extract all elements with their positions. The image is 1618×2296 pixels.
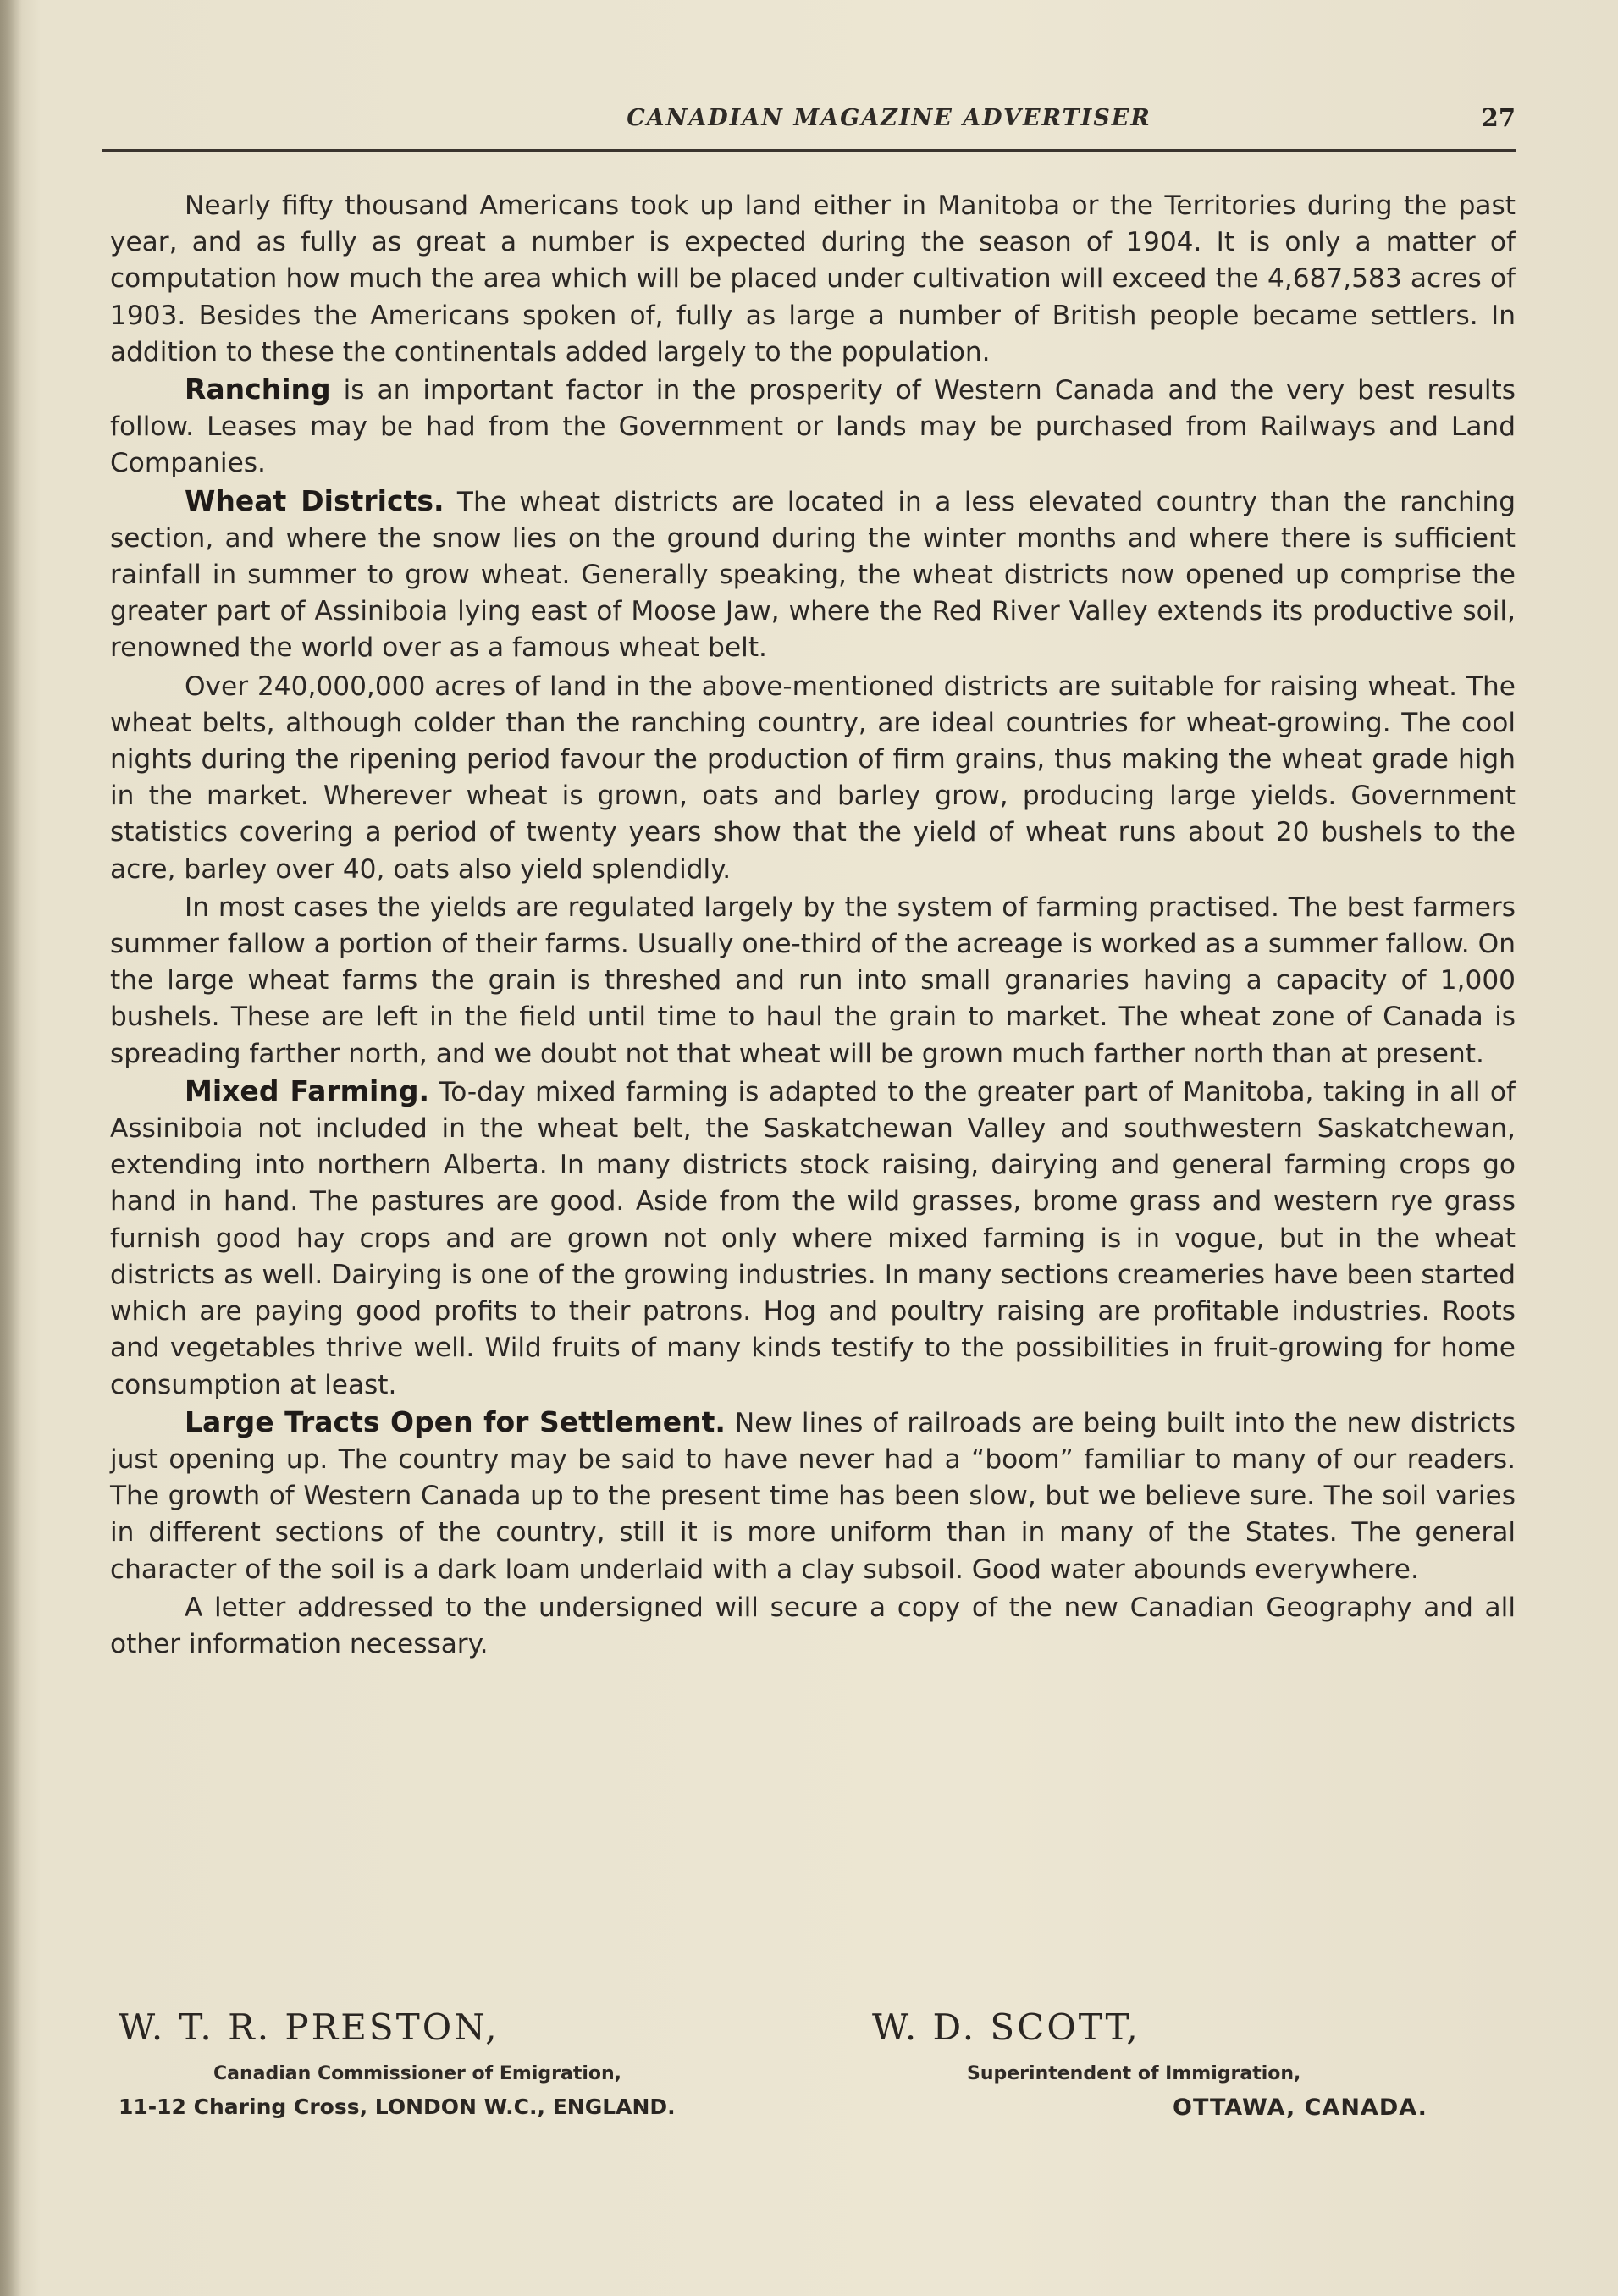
paragraph-lead: Mixed Farming. — [185, 1073, 430, 1107]
page-header — [102, 91, 1516, 159]
signatory-title: Superintendent of Immigration, — [967, 2063, 1301, 2084]
page-number: 27 — [1481, 103, 1516, 132]
paragraph-text: In most cases the yields are regulated largely by the system of farming practised. The best farmers summer fallow a portion of their farms. Usually one-third of the acreage is worked as a summer fallow. On the large wheat farms the grain is threshed and run into small granaries having a capacity of 1,000 bushels. These are left in the field until time to haul the grain to market. The wheat zone of Canada is spreading farther north, and we doubt not that wheat will be grown much farther north than at present. — [110, 891, 1516, 1069]
signature-left — [119, 2006, 676, 2119]
paragraph — [110, 186, 1516, 371]
paragraph-lead: Large Tracts Open for Settlement. — [185, 1405, 726, 1438]
signature-block — [119, 2006, 1524, 2159]
paragraph-text: New lines of railroads are being built into the new districts just opening up. The country may be said to have never had a “boom” familiar to many of our readers. The growth of Western Canada up to the present time has been slow, but we believe sure. The soil varies in different sections of the country, still it is more uniform than in many of the States. The general character of the soil is a dark loam underlaid with a clay subsoil. Good water abounds everywhere. — [110, 1407, 1516, 1585]
paragraph-text: A letter addressed to the undersigned will secure a copy of the new Canadian Geography and all other information necessary. — [110, 1592, 1516, 1659]
signature-right — [872, 2006, 1427, 2121]
paragraph — [110, 1404, 1516, 1588]
paragraph-text: Over 240,000,000 acres of land in the above-mentioned districts are suitable for raising wheat. The wheat belts, although colder than the ranching country, are ideal countries for wheat-growing. The cool nights during the ripening period favour the production of firm grains, thus making the wheat grade high in the market. Wherever wheat is grown, oats and barley grow, producing large yields. Government statistics covering a period of twenty years show that the yield of wheat runs about 20 bushels to the acre, barley over 40, oats also yield splendidly. — [110, 671, 1516, 885]
signatory-address: OTTAWA, CANADA. — [1173, 2095, 1427, 2121]
signatory-address: 11-12 Charing Cross, LONDON W.C., ENGLAND. — [119, 2095, 676, 2119]
paragraph-text: To-day mixed farming is adapted to the greater part of Manitoba, taking in all of Assiniboia not included in the wheat belt, the Saskatchewan Valley and southwestern Saskatchewan, extending into northern Alberta. In many districts stock raising, dairying and general farming crops go hand in hand. The pastures are good. Aside from the wild grasses, brome grass and western rye grass furnish good hay crops and are grown not only where mixed farming is in vogue, but in the wheat districts as well. Dairying is one of the growing industries. In many sections creameries have been started which are paying good profits to their patrons. Hog and poultry raising are profitable industries. Roots and vegetables thrive well. Wild fruits of many kinds testify to the possibilities in fruit-growing for home consumption at least. — [110, 1076, 1516, 1400]
binding-shadow — [0, 0, 22, 2296]
header-rule — [102, 149, 1516, 152]
paragraph — [110, 667, 1516, 888]
paragraph-lead: Wheat Districts. — [185, 483, 445, 517]
running-title: CANADIAN MAGAZINE ADVERTISER — [627, 105, 1151, 131]
paragraph — [110, 483, 1516, 667]
paragraph-text: Nearly fifty thousand Americans took up land either in Manitoba or the Territories during the past year, and as fully as great a number is expected during the season of 1904. It is only a matter of computation how much the area which will be placed under cultivation will exceed the 4,687,583 acres of 1903. Besides the Americans spoken of, fully as large a number of British people became settlers. In addition to these the continentals added largely to the population. — [110, 190, 1516, 367]
paragraph — [110, 888, 1516, 1073]
article-body — [110, 186, 1516, 1663]
signatory-name: W. T. R. PRESTON, — [119, 2006, 500, 2048]
signatory-title: Canadian Commissioner of Emigration, — [213, 2063, 622, 2084]
signatory-name: W. D. SCOTT, — [872, 2006, 1140, 2048]
paragraph-text: is an important factor in the prosperity of Western Canada and the very best results follow. Leases may be had from the Government or lands may be purchased from Railways and Land Companies. — [110, 375, 1516, 479]
paragraph-lead: Ranching — [185, 373, 331, 406]
paragraph-text: The wheat districts are located in a less elevated country than the ranching section, and where the snow lies on the ground during the winter months and where there is sufficient rainfall in summer to grow wheat. Generally speaking, the wheat districts now opened up comprise the greater part of Assiniboia lying east of Moose Jaw, where the Red River Valley extends its productive soil, renowned the world over as a famous wheat belt. — [110, 486, 1516, 664]
paragraph — [110, 371, 1516, 483]
paragraph — [110, 1073, 1516, 1404]
paragraph — [110, 1588, 1516, 1663]
